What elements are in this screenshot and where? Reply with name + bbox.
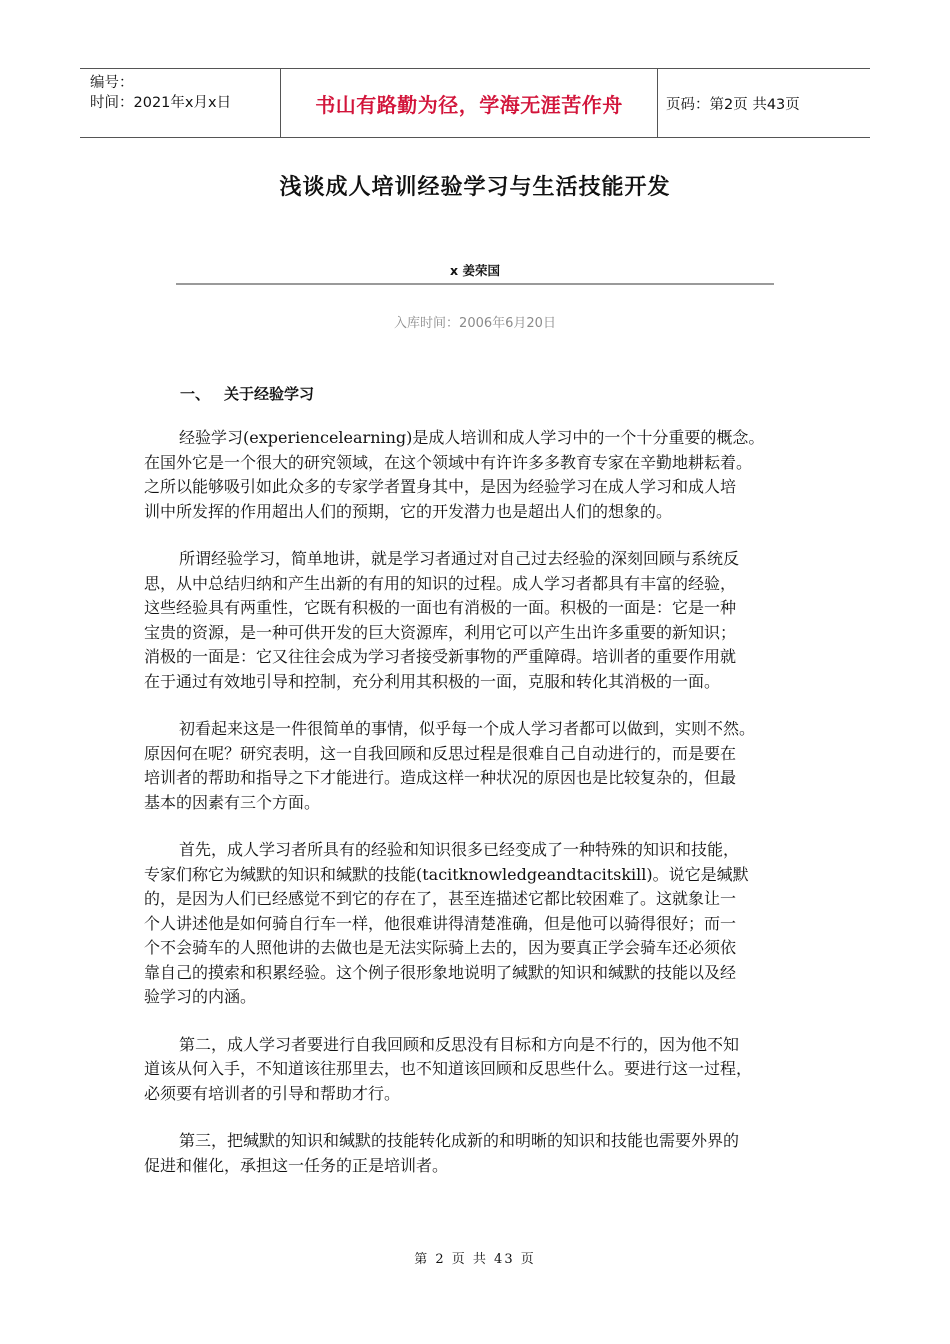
paragraph-line: 宝贵的资源，是一种可供开发的巨大资源库，利用它可以产生出许多重要的新知识； [144, 622, 737, 642]
paragraph-line: 原因何在呢？研究表明，这一自我回顾和反思过程是很难自己自动进行的，而是要在 [144, 743, 737, 763]
paragraph-line: 的，是因为人们已经感觉不到它的存在了，甚至连描述它都比较困难了。这就象让一 [144, 889, 737, 908]
paragraph-line: 这些经验具有两重性，它既有积极的一面也有消极的一面。积极的一面是：它是一种 [144, 598, 737, 617]
page-title: 浅谈成人培训经验学习与生活技能开发 [279, 175, 671, 200]
paragraph-line: 专家们称它为缄默的知识和缄默的技能(tacitknowledgeandtacitskill)。说它是缄默 [144, 864, 749, 884]
section-heading [180, 383, 314, 404]
paragraph [144, 426, 802, 524]
paragraph-line: 基本的因素有三个方面。 [144, 792, 321, 812]
paragraph-line: 训中所发挥的作用超出人们的预期，它的开发潜力也是超出人们的想象的。 [144, 501, 673, 521]
paragraph-line: 靠自己的摸索和积累经验。这个例子很形象地说明了缄默的知识和缄默的技能以及经 [144, 962, 737, 982]
paragraph-line: 第三，把缄默的知识和缄默的技能转化成新的和明晰的知识和技能也需要外界的 [179, 1131, 740, 1150]
paragraph-line: 思，从中总结归纳和产生出新的有用的知识的过程。成人学习者都具有丰富的经验， [144, 573, 737, 593]
section-title: 关于经验学习 [224, 385, 315, 403]
paragraph-line: 之所以能够吸引如此众多的专家学者置身其中，是因为经验学习在成人学习和成人培 [144, 477, 737, 496]
page-info: 页码：第2页 共43页 [666, 96, 800, 113]
header-table [80, 68, 870, 138]
paragraph-line: 所谓经验学习，简单地讲，就是学习者通过对自己过去经验的深刻回顾与系统反 [179, 549, 740, 568]
section-number: 一、 [180, 385, 211, 403]
paragraph-line: 个不会骑车的人照他讲的去做也是无法实际骑上去的，因为要真正学会骑车还必须依 [144, 938, 737, 957]
paragraph-line: 促进和催化，承担这一任务的正是培训者。 [144, 1155, 449, 1175]
paragraph-line: 必须要有培训者的引导和帮助才行。 [144, 1083, 401, 1103]
motto: 书山有路勤为径，学海无涯苦作舟 [281, 69, 658, 137]
paragraph-line: 在于通过有效地引导和控制，充分利用其积极的一面，克服和转化其消极的一面。 [144, 671, 721, 691]
header-left-cell [80, 69, 281, 137]
paragraph-line: 第二，成人学习者要进行自我回顾和反思没有目标和方向是不行的，因为他不知 [179, 1034, 740, 1054]
footer-page-number: 第 2 页 共 43 页 [414, 1252, 536, 1267]
paragraph-line: 消极的一面是：它又往往会成为学习者接受新事物的严重障碍。培训者的重要作用就 [144, 647, 737, 666]
paragraph-line: 首先，成人学习者所具有的经验和知识很多已经变成了一种特殊的知识和技能， [179, 840, 740, 859]
paragraph-line: 初看起来这是一件很简单的事情，似乎每一个成人学习者都可以做到，实则不然。 [179, 719, 756, 738]
time-label: 时间：2021年x月x日 [90, 95, 232, 111]
divider [176, 283, 774, 285]
author: x 姜荣国 [450, 263, 500, 278]
paragraph-line: 道该从何入手，不知道该往那里去，也不知道该回顾和反思些什么。要进行这一过程， [144, 1059, 753, 1078]
number-label: 编号： [90, 75, 134, 91]
paragraph-line: 验学习的内涵。 [144, 987, 257, 1006]
paragraph-line: 个人讲述他是如何骑自行车一样，他很难讲得清楚准确，但是他可以骑得很好；而一 [144, 913, 737, 933]
paragraph [144, 717, 802, 815]
paragraph-line: 经验学习(experiencelearning)是成人培训和成人学习中的一个十分重要的概念。 [179, 428, 765, 447]
paragraph-line: 培训者的帮助和指导之下才能进行。造成这样一种状况的原因也是比较复杂的，但最 [144, 768, 737, 787]
paragraph [144, 547, 802, 694]
paragraph-line: 在国外它是一个很大的研究领域，在这个领域中有许许多多教育专家在辛勤地耕耘着。 [144, 452, 753, 472]
paragraph [144, 1129, 802, 1178]
body-text [144, 426, 802, 1201]
paragraph [144, 1033, 802, 1107]
archive-date: 入库时间：2006年6月20日 [394, 316, 556, 331]
paragraph [144, 838, 802, 1010]
